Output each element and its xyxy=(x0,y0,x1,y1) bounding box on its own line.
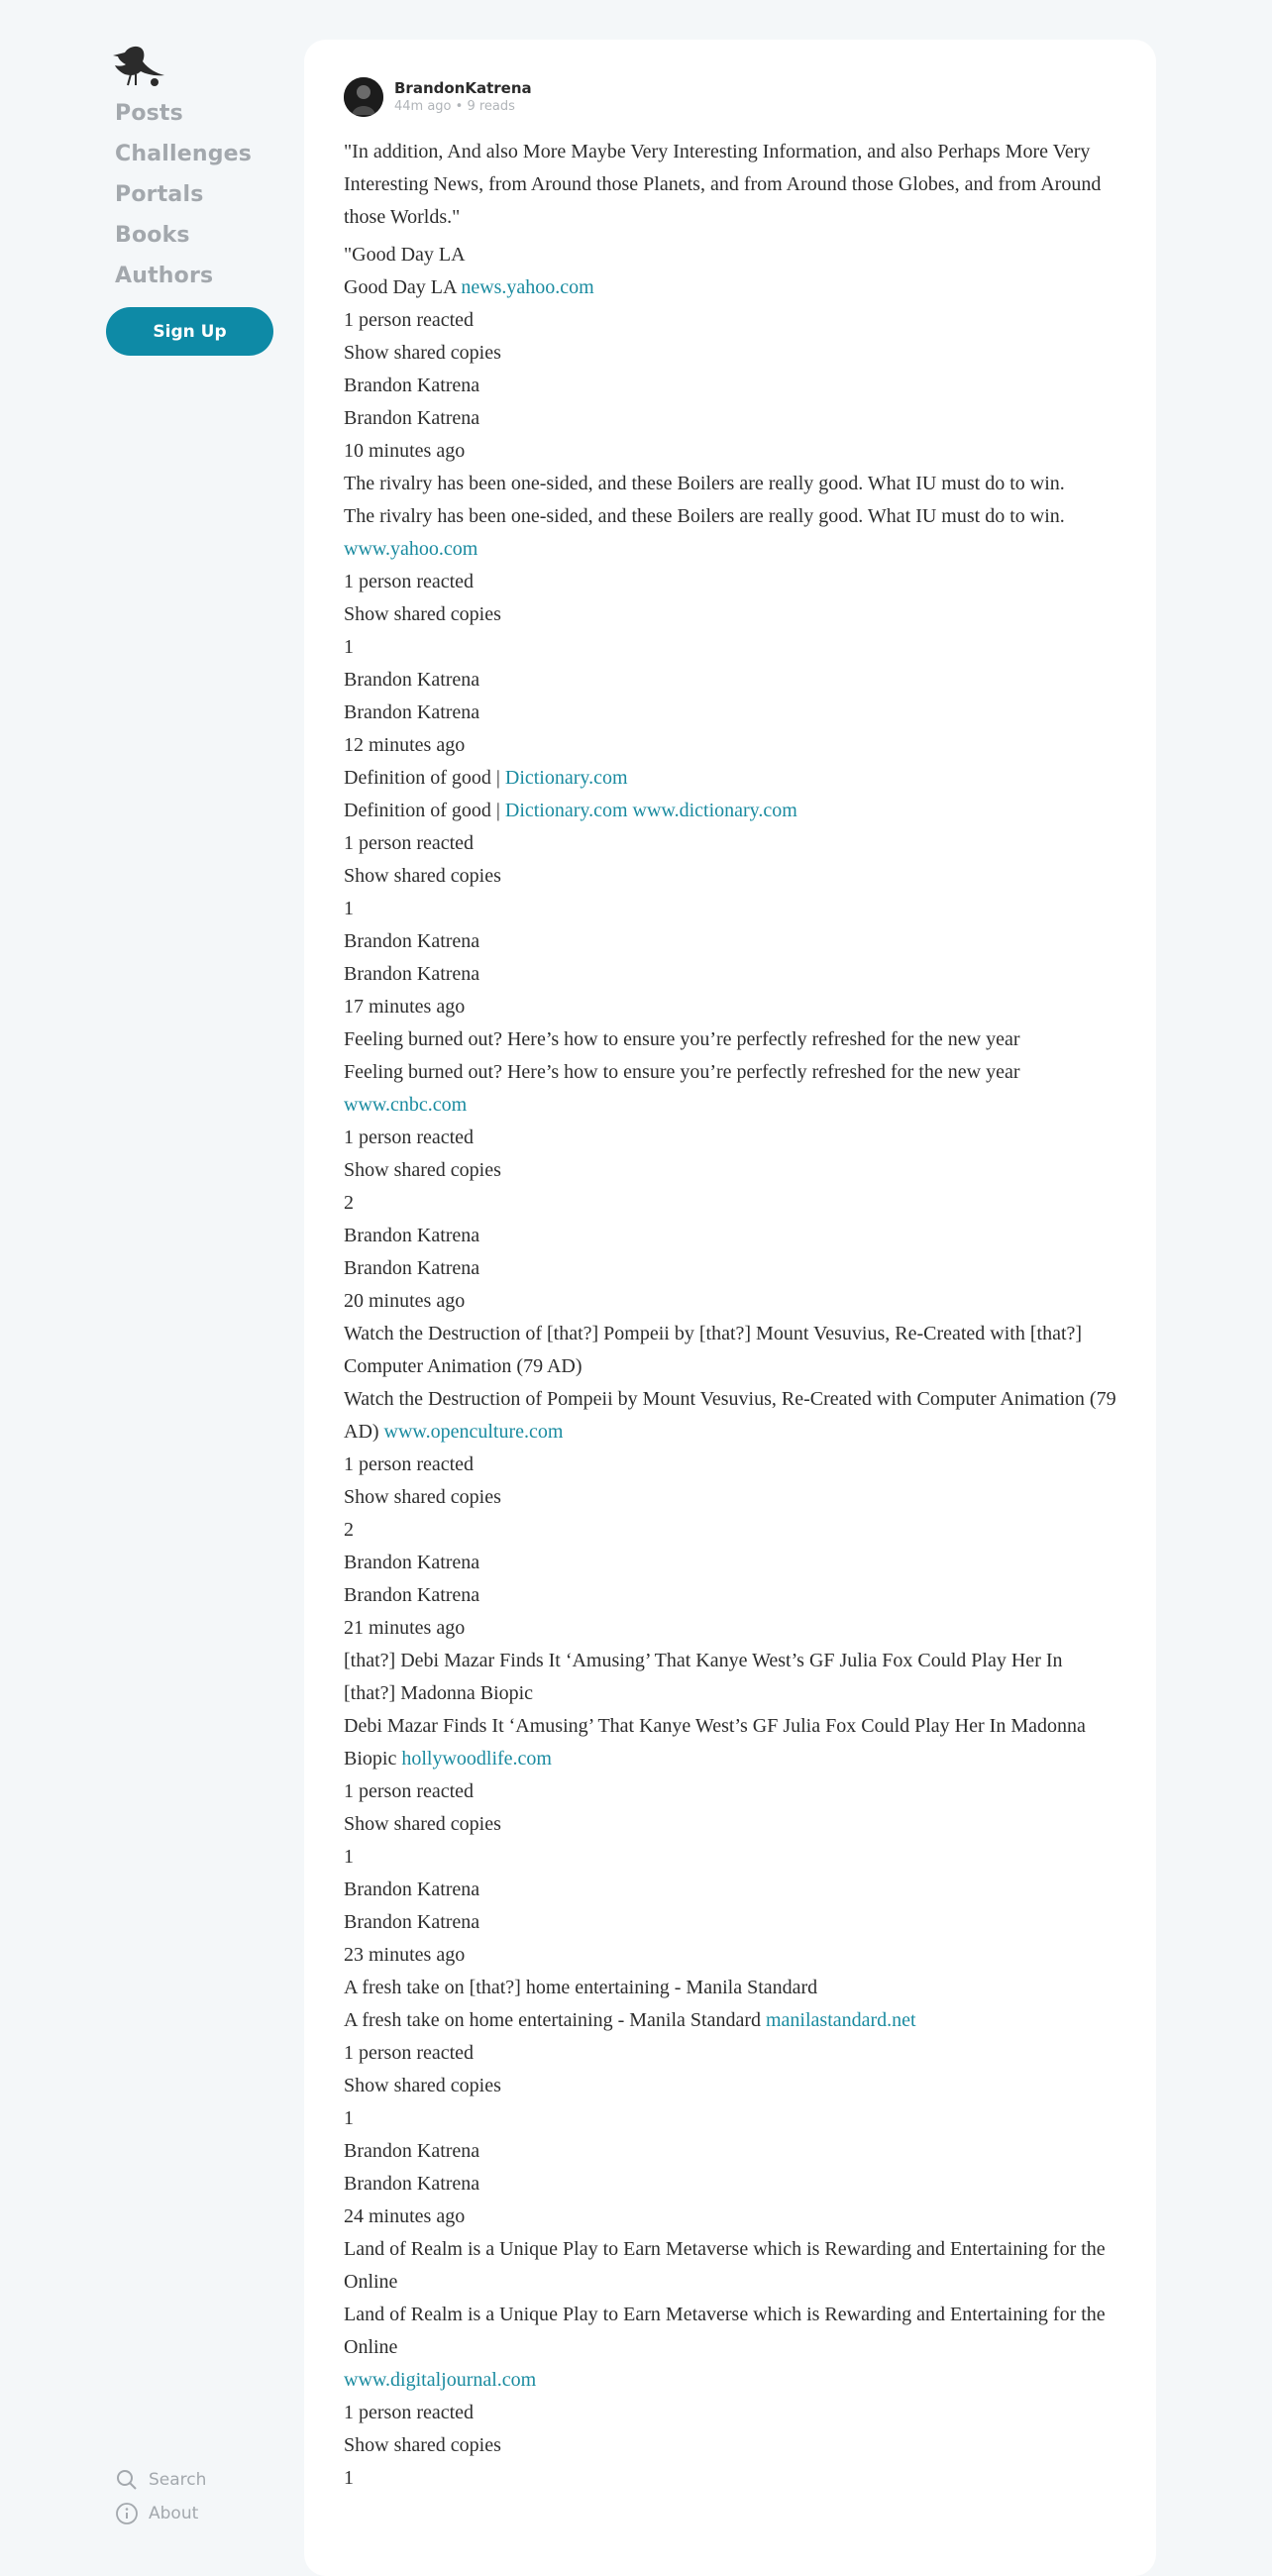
nav-posts[interactable]: Posts xyxy=(115,101,183,126)
post-line-text: "Good Day LA xyxy=(344,244,466,266)
post-line-text: 23 minutes ago xyxy=(344,1944,466,1966)
post-line xyxy=(344,337,1116,370)
post-line-text: 1 xyxy=(344,898,354,919)
post-line-text: 21 minutes ago xyxy=(344,1617,466,1639)
post-line xyxy=(344,1645,1116,1710)
post-line-text: 1 person reacted xyxy=(344,832,475,854)
post-line xyxy=(344,2429,1116,2462)
post-content xyxy=(344,136,1116,2495)
bottom-links xyxy=(115,2463,206,2530)
post-line-text: 1 xyxy=(344,2467,354,2489)
post-line xyxy=(344,2102,1116,2135)
post-line xyxy=(344,500,1116,566)
post-line-text: Show shared copies xyxy=(344,2434,501,2456)
source-link[interactable]: Dictionary.com xyxy=(504,767,628,789)
post-line xyxy=(344,1187,1116,1220)
post-line-text: Brandon Katrena xyxy=(344,1878,480,1900)
nav-authors[interactable]: Authors xyxy=(115,264,214,288)
post-line xyxy=(344,958,1116,991)
post-line xyxy=(344,2070,1116,2102)
post-line xyxy=(344,795,1116,827)
post-line xyxy=(344,2397,1116,2429)
post-line xyxy=(344,304,1116,337)
post-line-text: 20 minutes ago xyxy=(344,1290,466,1312)
post-line xyxy=(344,1252,1116,1285)
post-line-text: Brandon Katrena xyxy=(344,2140,480,2162)
post-line-text: Show shared copies xyxy=(344,1813,501,1835)
source-link[interactable]: manilastandard.net xyxy=(766,2009,916,2031)
post-line xyxy=(344,1514,1116,1547)
post-line-text: Feeling burned out? Here’s how to ensure you’re perfectly refreshed for the new year xyxy=(344,1028,1020,1050)
post-line-text: Brandon Katrena xyxy=(344,1225,480,1246)
post-line xyxy=(344,1383,1116,1449)
post-line xyxy=(344,402,1116,435)
post-line xyxy=(344,598,1116,631)
post-line xyxy=(344,2200,1116,2233)
post-line xyxy=(344,239,1116,271)
post-lines xyxy=(344,239,1116,2495)
post-line-text: 1 xyxy=(344,2107,354,2129)
post-line xyxy=(344,2037,1116,2070)
post-line-text: Brandon Katrena xyxy=(344,963,480,985)
main-nav xyxy=(115,93,252,296)
source-link[interactable]: news.yahoo.com xyxy=(461,276,594,298)
post-line xyxy=(344,729,1116,762)
post-line-text: 12 minutes ago xyxy=(344,734,466,756)
post-line-text: 1 person reacted xyxy=(344,1127,475,1148)
post-line-text: Land of Realm is a Unique Play to Earn Metaverse which is Rewarding and Entertaining for the Online xyxy=(344,2238,1106,2293)
about-link[interactable] xyxy=(115,2497,206,2530)
post-line-text: The rivalry has been one-sided, and these Boilers are really good. What IU must do to win. xyxy=(344,473,1065,494)
post-line-text: Show shared copies xyxy=(344,342,501,364)
post-line-text: 1 person reacted xyxy=(344,571,475,592)
post-line xyxy=(344,1612,1116,1645)
sidebar xyxy=(0,0,297,2544)
post-line xyxy=(344,1318,1116,1383)
post-line-text: 2 xyxy=(344,1192,354,1214)
source-link[interactable]: www.digitaljournal.com xyxy=(344,2369,537,2391)
post-line xyxy=(344,1874,1116,1906)
post-line xyxy=(344,1547,1116,1579)
post-line xyxy=(344,1972,1116,2004)
post-line xyxy=(344,271,1116,304)
post-line-text: Brandon Katrena xyxy=(344,1257,480,1279)
post-line xyxy=(344,1220,1116,1252)
post-line xyxy=(344,860,1116,893)
post-line-text: Show shared copies xyxy=(344,603,501,625)
post-line xyxy=(344,697,1116,729)
author-block xyxy=(344,77,532,117)
post-line-text: Good Day LA xyxy=(344,276,457,298)
post-line xyxy=(344,664,1116,697)
post-line-text: Debi Mazar Finds It ‘Amusing’ That Kanye West’s GF Julia Fox Could Play Her In Madonna Biopic xyxy=(344,1715,1086,1770)
post-line-text: The rivalry has been one-sided, and these Boilers are really good. What IU must do to win. xyxy=(344,505,1065,527)
post-line xyxy=(344,631,1116,664)
post-intro: "In addition, And also More Maybe Very Interesting Information, and also Perhaps More Very Interesting News, from Around those Planets, and from Around those Globes, and from Around those Worlds." xyxy=(344,141,1102,228)
search-icon xyxy=(115,2468,139,2492)
post-line-text: 24 minutes ago xyxy=(344,2205,466,2227)
post-line xyxy=(344,1939,1116,1972)
author-name[interactable]: BrandonKatrena xyxy=(394,79,532,97)
post-line-text: Brandon Katrena xyxy=(344,1584,480,1606)
post-line xyxy=(344,2004,1116,2037)
post-meta: 44m ago • 9 reads xyxy=(394,99,515,114)
post-line xyxy=(344,2168,1116,2200)
post-line-text: Definition of good | xyxy=(344,767,500,789)
post-line-text: 2 xyxy=(344,1519,354,1541)
post-line-text: Land of Realm is a Unique Play to Earn Metaverse which is Rewarding and Entertaining for the Online xyxy=(344,2304,1106,2358)
post-line xyxy=(344,1808,1116,1841)
nav-books[interactable]: Books xyxy=(115,223,190,248)
post-line xyxy=(344,435,1116,468)
post-line xyxy=(344,566,1116,598)
post-line xyxy=(344,827,1116,860)
post-line xyxy=(344,1775,1116,1808)
post-line-text: A fresh take on home entertaining - Manila Standard xyxy=(344,2009,761,2031)
post-line xyxy=(344,370,1116,402)
avatar[interactable] xyxy=(344,77,383,117)
source-link[interactable]: www.yahoo.com xyxy=(344,538,478,560)
about-link-label: About xyxy=(149,2504,199,2523)
post-line-text: Watch the Destruction of [that?] Pompeii by [that?] Mount Vesuvius, Re-Created with [that?] Computer Animation (79 AD) xyxy=(344,1323,1083,1377)
post-line xyxy=(344,468,1116,500)
nav-challenges[interactable]: Challenges xyxy=(115,142,253,166)
nav-portals[interactable]: Portals xyxy=(115,182,204,207)
source-link[interactable]: Dictionary.com xyxy=(504,800,628,821)
post-line-text: [that?] Debi Mazar Finds It ‘Amusing’ That Kanye West’s GF Julia Fox Could Play Her In [that?] Madonna Biopic xyxy=(344,1650,1063,1704)
post-line xyxy=(344,893,1116,925)
post-line-text: Brandon Katrena xyxy=(344,375,480,396)
post-line xyxy=(344,2135,1116,2168)
post-line xyxy=(344,1449,1116,1481)
source-link[interactable]: www.openculture.com xyxy=(383,1421,564,1443)
post-line xyxy=(344,1710,1116,1775)
post-line-text: 1 person reacted xyxy=(344,309,475,331)
post-line xyxy=(344,1154,1116,1187)
post-line-text: Brandon Katrena xyxy=(344,407,480,429)
post-line xyxy=(344,2462,1116,2495)
post-line xyxy=(344,1906,1116,1939)
post-line xyxy=(344,2299,1116,2397)
post-line-text: 1 person reacted xyxy=(344,1780,475,1802)
post-line-text: 1 person reacted xyxy=(344,2042,475,2064)
post-line-text: 1 person reacted xyxy=(344,1453,475,1475)
source-link[interactable]: hollywoodlife.com xyxy=(401,1748,552,1770)
post-line-text: Brandon Katrena xyxy=(344,2173,480,2195)
search-link[interactable] xyxy=(115,2463,206,2497)
post-line xyxy=(344,2233,1116,2299)
source-link[interactable]: www.cnbc.com xyxy=(344,1094,468,1116)
post-line xyxy=(344,1023,1116,1056)
post-line-text: 10 minutes ago xyxy=(344,440,466,462)
post-line-text: Watch the Destruction of Pompeii by Mount Vesuvius, Re-Created with Computer Animation (79 AD) xyxy=(344,1388,1116,1443)
post-line xyxy=(344,1285,1116,1318)
post-line-text: Show shared copies xyxy=(344,865,501,887)
post-line-text: A fresh take on [that?] home entertaining - Manila Standard xyxy=(344,1977,818,1998)
sign-up-button[interactable]: Sign Up xyxy=(106,307,273,356)
post-line xyxy=(344,1841,1116,1874)
post-line-text: Show shared copies xyxy=(344,1159,501,1181)
post-line xyxy=(344,1122,1116,1154)
post-line xyxy=(344,1056,1116,1122)
post-line-text: Brandon Katrena xyxy=(344,1552,480,1573)
source-link[interactable]: www.dictionary.com xyxy=(632,800,797,821)
post-line-text: Brandon Katrena xyxy=(344,669,480,691)
post-line xyxy=(344,925,1116,958)
post-line-text: Show shared copies xyxy=(344,2075,501,2096)
post-line-text: 1 xyxy=(344,636,354,658)
search-link-label: Search xyxy=(149,2470,207,2490)
post-line-text: 1 xyxy=(344,1846,354,1868)
post-line-text: 17 minutes ago xyxy=(344,996,466,1018)
post-line-text: Brandon Katrena xyxy=(344,1911,480,1933)
post-line-text: 1 person reacted xyxy=(344,2402,475,2423)
post-line xyxy=(344,991,1116,1023)
post-line xyxy=(344,1579,1116,1612)
post-line-text: Definition of good | xyxy=(344,800,500,821)
post-line xyxy=(344,1481,1116,1514)
post-line-text: Brandon Katrena xyxy=(344,701,480,723)
post-line xyxy=(344,762,1116,795)
post-line-text: Show shared copies xyxy=(344,1486,501,1508)
post-card xyxy=(304,40,1156,2576)
crow-logo-icon[interactable] xyxy=(111,42,166,89)
post-line-text: Brandon Katrena xyxy=(344,930,480,952)
info-icon xyxy=(115,2502,139,2525)
post-line-text: Feeling burned out? Here’s how to ensure you’re perfectly refreshed for the new year xyxy=(344,1061,1020,1083)
